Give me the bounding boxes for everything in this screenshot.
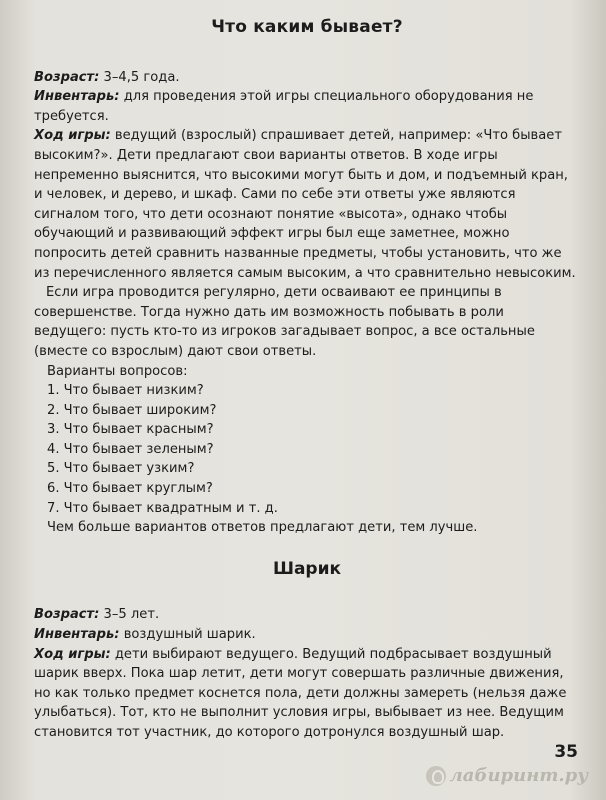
variants-heading: Варианты вопросов: — [47, 363, 188, 379]
question-item: 5. Что бывает узким? — [47, 461, 195, 477]
course-paragraph — [34, 645, 580, 743]
watermark-text: лабиринт.ру — [449, 765, 588, 786]
question-item: 1. Что бывает низким? — [47, 383, 204, 399]
inventory-label: Инвентарь: — [34, 89, 120, 105]
question-item: 2. Что бывает широким? — [47, 402, 217, 418]
course-text: ведущий (взрослый) спрашивает детей, например: «Что бывает высоким?». Дети предлагают свои варианты ответов. В ходе игры непременно выяснится, что высокими могут быть и дом, и подъемный кран, и человек, и дерево, и шкаф. Сами по себе эти ответы уже являются сигналом того, что дети осознают понятие «высота», однако чтобы обучающий и развивающий эффект игры был еще заметнее, можно попросить детей сравнить названные предметы, чтобы установить, что же из перечисленного является самым высоким, а что сравнительно невысоким. — [34, 128, 576, 281]
inventory-value: воздушный шарик. — [119, 627, 256, 643]
question-item: 6. Что бывает круглым? — [47, 481, 213, 497]
section-title-what-is-it-like: Что каким бывает? — [211, 17, 403, 37]
question-item: 3. Что бывает красным? — [47, 422, 214, 438]
question-item: 7. Что бывает квадратным и т. д. — [47, 500, 278, 516]
course-label: Ход игры: — [34, 646, 111, 662]
page-content — [34, 18, 580, 743]
section-title-balloon: Шарик — [272, 558, 342, 579]
inventory-line — [34, 87, 580, 126]
age-label: Возраст: — [34, 607, 100, 623]
course-paragraph — [34, 126, 580, 283]
course-text: дети выбирают ведущего. Ведущий подбрасывает воздушный шарик вверх. Пока шар летит, дети могут совершать различные движения, но как только предмет коснется пола, дети должны замереть (нельзя даже улыбаться). Тот, кто не выполнит условия игры, выбывает из нее. Ведущим становится тот участник, до которого дотронулся воздушный шар. — [34, 646, 567, 740]
regular-play-paragraph: Если игра проводится регулярно, дети осваивают ее принципы в совершенстве. Тогда нужно дать им возможность побывать в роли ведущего: пусть кто-то из игроков загадывает вопрос, а все остальные (вместе со взрослым) дают свои ответы. — [34, 285, 535, 359]
questions-list — [34, 381, 580, 518]
inventory-value: для проведения этой игры специального оборудования не требуется. — [34, 89, 534, 124]
age-line — [34, 68, 580, 88]
inventory-label: Инвентарь: — [34, 627, 120, 643]
closing-sentence: Чем больше вариантов ответов предлагают дети, тем лучше. — [47, 520, 478, 536]
course-label: Ход игры: — [34, 128, 111, 144]
page-number: 35 — [554, 742, 578, 762]
age-value: 3–5 лет. — [99, 607, 160, 623]
age-line — [34, 605, 580, 625]
inventory-line — [34, 625, 580, 645]
question-item: 4. Что бывает зеленым? — [47, 441, 214, 457]
labirint-logo-icon — [426, 766, 446, 786]
age-value: 3–4,5 года. — [99, 69, 180, 85]
age-label: Возраст: — [34, 69, 100, 85]
watermark — [426, 765, 588, 786]
